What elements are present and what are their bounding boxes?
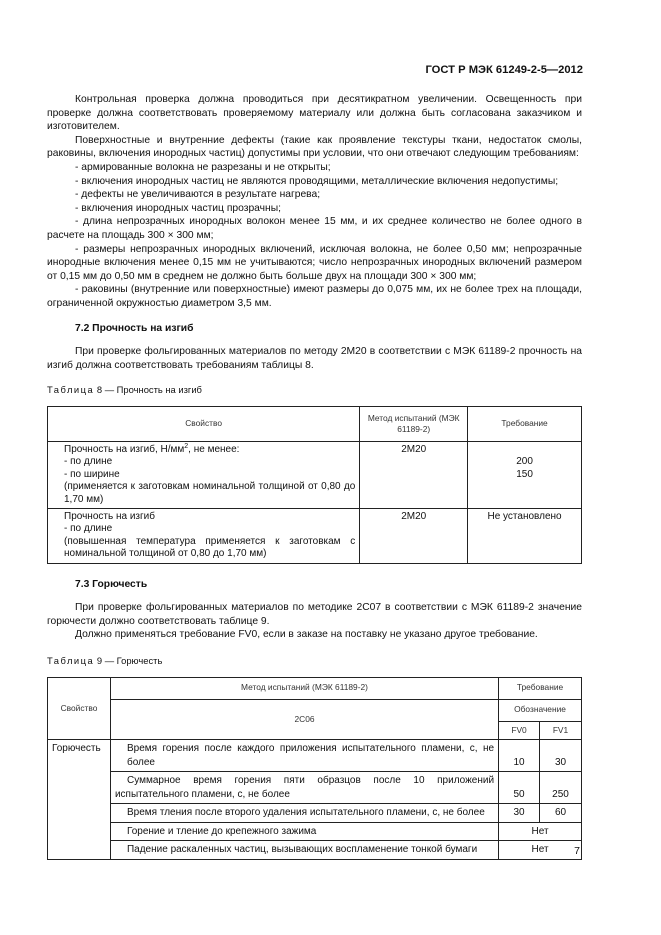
table-8-caption: Таблица 8 — Прочность на изгиб [47,384,202,396]
table-row: Падение раскаленных частиц, вызывающих воспламенение тонкой бумаги Нет [48,841,582,860]
list-item: - включения инородных частиц не являются проводящими, металлические включения недопустимы; [75,175,559,187]
list-item: - размеры непрозрачных инородных включений, исключая волокна, не более 0,50 мм; непрозрачные инородные включения менее 0,15 мм не учитываются; число непрозрачных инородных включений размером от 0,15 мм до 0,50 мм в среднем не должно быть больше двух на площади 300 × 300 мм; [47,243,582,282]
list-item: - раковины (внутренние или поверхностные) имеют размеры до 0,075 мм, их не более трех на площади, ограниченной окружностью диаметром 3,5 мм. [47,284,582,309]
list-item: - длина непрозрачных инородных волокон менее 15 мм, и их среднее количество не более одного в расчете на площадь 300 × 300 мм; [47,216,582,241]
paragraph-fv0-requirement: Должно применяться требование FV0, если в заказе на поставку не указано другое требование. [75,629,538,641]
list-item: - включения инородных частиц прозрачны; [75,202,281,214]
table-9 [47,677,582,860]
table-header: Метод испытаний (МЭК 61189-2) [110,677,498,699]
table-header: FV1 [540,721,582,740]
table-row: Время тления после второго удаления испытательного пламени, с, не более 30 60 [48,804,582,823]
table-header: FV0 [499,721,540,740]
table-9-caption: Таблица 9 — Горючесть [47,654,163,666]
paragraph-inspection: Контрольная проверка должна проводиться при десятикратном увеличении. Освещенность при проверке должна соответствовать проверяемому материалу или должна быть согласована заказчиком и изготовителем. [47,94,582,133]
table-header: Метод испытаний (МЭК 61189-2) [360,406,468,441]
table-header: Требование [468,406,582,441]
paragraph-flammability: При проверке фольгированных материалов по методике 2С07 в соответствии с МЭК 61189-2 значение горючести должно соответствовать таблице 9. [47,602,582,627]
page-number: 7 [574,845,580,857]
table-header: Свойство [48,677,111,740]
list-item: - дефекты не увеличиваются в результате нагрева; [75,189,321,201]
paragraph-bending: При проверке фольгированных материалов по методу 2М20 в соответствии с МЭК 61189-2 прочность на изгиб должна соответствовать требованиям таблицы 8. [47,346,582,371]
table-header: 2С06 [110,699,498,740]
table-row: Прочность на изгиб - по длине (повышенная температура применяется к заготовкам с номинальной толщиной от 0,80 до 1,70 мм) 2М20 Не установлено [48,508,582,563]
table-8 [47,406,582,564]
table-row: Горючесть Время горения после каждого приложения испытательного пламени, с, не более 10 30 [48,740,582,772]
table-row: Горение и тление до крепежного зажима Нет [48,822,582,841]
section-title-7-3: 7.3 Горючесть [75,578,148,590]
section-title-7-2: 7.2 Прочность на изгиб [75,322,194,334]
table-header: Свойство [48,406,360,441]
paragraph-defects: Поверхностные и внутренние дефекты (такие как проявление текстуры ткани, недостаток смолы, раковины, включения инородных частиц) допустимы при условии, что они отвечают следующим требованиям: [47,134,582,160]
table-header: Требование [499,677,582,699]
page-content [47,93,582,860]
table-header: Обозначение [499,699,582,721]
table-row: Прочность на изгиб, $Н/мм^2$, не менее: - по длине - по ширине (применяется к заготовкам номинальной толщиной от 0,80 до 1,70 мм) 2М20 200 150 [48,441,582,508]
table-row: Суммарное время горения пяти образцов после 10 приложений испытательного пламени, с, не более 50 250 [48,772,582,804]
document-id: ГОСТ Р МЭК 61249-2-5—2012 [425,64,583,76]
list-item: - армированные волокна не разрезаны и не открыты; [75,161,331,173]
